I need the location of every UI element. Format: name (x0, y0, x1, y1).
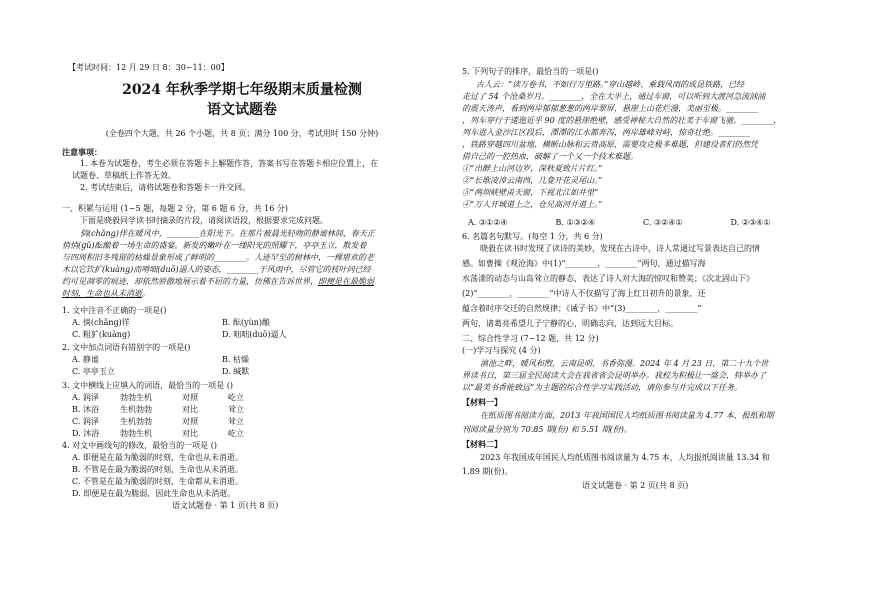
section-2-heading: 二、综合性学习 (7~12 题，共 12 分) (462, 334, 599, 343)
option-cell: 耸立 (228, 417, 244, 426)
q6-line-4: (2)“________，________”中诗人不仅描写了海上红日初升的景象，还 (462, 289, 706, 298)
passage-line-6 (62, 288, 150, 300)
q5-passage-4: ，列车穿行于逶迤近乎 90 度的悬崖绝壁，感受神秘大自然的壮美于车窗飞驰。________， (462, 116, 782, 125)
sub1-line-1: 滇池之畔，暖风和煦，云南昆明，书香弥漫。2024 年 4 月 23 日，第二十九个世 (480, 359, 769, 368)
q5-passage-2: 走过了 54 个沧桑岁月。________，全在大半上，通过车窗，可以听到大渡河急流汹涌 (462, 92, 766, 101)
material-1-line-2: 刊阅读量分别为 70.85 期(份) 和 5.51 期(份)。 (462, 425, 632, 434)
q5-sentence-3: ③“两坝峡壁甬天窗，下视北江如井里” (462, 188, 599, 197)
passage-line-3: 与四周积旧冬残留的枯燥景象形成了鲜明的________。人迹罕至的树林中，一棵堪欢的老 (62, 253, 374, 262)
option-cell: 对照 (182, 393, 198, 402)
option-cell: 屹立 (228, 429, 244, 438)
q5-sentence-1: ①“出醉上山河边岁，深秋夏致片片红。” (462, 164, 603, 173)
option-d[interactable]: D. ②③④① (730, 218, 771, 227)
question-2-options-row1 (72, 354, 372, 366)
option-cell: 对比 (182, 405, 198, 414)
sub1-line-2: 界读书日，第三届全民阅读大会在我省省会昆明举办。我校为积极让一盛会，特举办了 (462, 371, 766, 380)
passage-line-5 (62, 276, 424, 288)
option-c[interactable]: C. 亭亭玉立 (72, 367, 115, 376)
question-1-options-row2 (72, 329, 372, 341)
option-cell: 对照 (182, 417, 198, 426)
section-1-intro: 下面是晓毅同学读书时摘录的片段，请阅读语段，根据要求完成问题。 (80, 216, 328, 225)
exam-info: (全卷四个大题，共 26 个小题，共 8 页；满分 100 分，考试用时 150 分钟) (105, 129, 379, 138)
option-d[interactable]: D. 即便是在最为脆弱，因此生命也从未消逝。 (72, 489, 236, 498)
question-2: 2. 文中加点词语有错别字的一项是() (62, 343, 191, 352)
underlined-sentence-part1: 即便是在最脆弱 (318, 277, 374, 286)
option-row[interactable] (72, 392, 292, 404)
option-b[interactable]: B. 不管是在最为脆弱的时刻，生命也从未消逝。 (72, 465, 243, 474)
notice-2: 2. 考试结束后，请将试题卷和答题卡一并交回。 (80, 183, 251, 192)
option-cell: 屹立 (228, 393, 244, 402)
notice-1: 1. 本卷为试题卷，考生必须在答题卡上解题作答，答案书写在答题卡相应位置上，在 (80, 159, 379, 168)
passage-end: 。 (142, 289, 150, 298)
option-a[interactable]: A. ③①②④ (468, 218, 508, 227)
option-row[interactable] (72, 416, 292, 428)
option-cell: 生机勃勃 (120, 405, 152, 414)
q5-passage-3: 的震天涛声，看到两岸郁郁葱葱的两岸翠屏，悬崖上山花烂漫，美丽至极。________ (462, 104, 758, 113)
passage-line-4: 木以它饮扩(kuàng)而啃咄(duō)逼人的姿态，________于风雨中，尽管它的枝叶同已经 (62, 265, 371, 274)
material-2-line-2: 1.89 期(份)。 (462, 467, 513, 476)
option-b[interactable]: B. 枯燥 (222, 355, 249, 364)
option-cell: B. 沐浴 (72, 405, 99, 414)
option-b[interactable]: B. 酝(yùn)酿 (222, 318, 271, 327)
option-cell: C. 润泽 (72, 417, 99, 426)
option-cell: 耸立 (228, 405, 244, 414)
passage-line-1: 倘(chǎng)佯在暖风中，________在阳光下。在那片被晨光轻吻的静谧林间，春天正 (80, 229, 375, 238)
option-row[interactable] (72, 404, 292, 416)
option-cell: A. 润泽 (72, 393, 99, 402)
q5-sentence-4: ④“万人开城道上之，仓兄高河并道上。” (462, 200, 603, 209)
option-cell: 勃勃生机 (120, 429, 152, 438)
option-cell: D. 沐浴 (72, 429, 100, 438)
option-c[interactable]: C. 粗犷(kuàng) (72, 330, 131, 339)
option-c[interactable]: C. 不管是在最为脆弱的时刻，生命都从未消逝。 (72, 477, 243, 486)
question-2-options-row2 (72, 366, 372, 378)
question-3: 3. 文中横线上应填入的词语，最恰当的一项是 () (62, 381, 233, 390)
question-4: 4. 对文中画线句的修改，最恰当的一项是 () (62, 441, 217, 450)
material-2-heading: 【材料二】 (462, 439, 502, 449)
exam-time: 【考试时间：12 月 29 日 8：30~11：00】 (68, 63, 229, 72)
q6-line-1: 晓毅在读书时发现了读诗的美妙，发现在古诗中，诗人常通过写景表达自己的情 (480, 244, 760, 253)
q6-line-5: 蕴含着时序交迁的自然规律；《诫子书》中“(3)________，________” (462, 304, 702, 313)
q6-line-6: 两句，诸葛亮希望儿子宁静的心，明确志向，达到远大目标。 (462, 319, 678, 328)
exam-title: 2024 年秋季学期七年级期末质量检测 (122, 82, 362, 98)
material-2-line-1: 2023 年我国成年国民人均纸质图书阅读量为 4.75 本，人均报纸阅读量 13.34 和 (480, 453, 770, 462)
subsection-1-heading: (一)学习与探究 (4 分) (462, 346, 541, 355)
option-a[interactable]: A. 静谧 (72, 355, 99, 364)
q5-passage-5: 列车进入金沙江区段后，潭潭的江水都奔泻，两岸雄峰对峙，惊奇壮绝。________ (462, 128, 750, 137)
question-5-options (468, 217, 818, 229)
q6-line-3: 水荡漾的动态与山岛耸立的静态，表达了诗人对大海的惊叹和赞美；《次北固山下》 (462, 274, 754, 283)
notice-1b: 试题卷、草稿纸上作答无效。 (72, 171, 176, 180)
question-1-options-row1 (72, 317, 372, 329)
sub1-line-3: 以“最美书香能致远”为主题的综合性学习实践活动，请你参与并完成以下任务。 (462, 383, 743, 392)
q5-sentence-2: ②“长歌凌漳云南西，几龛开花灵尾山。” (462, 176, 603, 185)
material-1-line-1: 在纸质图书阅读方面，2013 年我国国民人均纸质图书阅读量为 4.77 本，报纸和期 (480, 411, 774, 420)
notice-title: 注意事项： (62, 147, 102, 157)
q5-passage-7: 借自己的一腔热血，破解了一个又一个技术难题。 (462, 152, 638, 161)
q5-passage-6: ，铁路穿越四川盆地、横断山脉和云贵高原，需要攻克极多难题，但建设者们仍然凭 (462, 140, 758, 149)
option-a[interactable]: A. 即便是在最为脆弱的时刻，生命也从未消逝。 (72, 453, 243, 462)
page-footer-1: 语文试题卷 · 第 1 页(共 8 页) (172, 501, 279, 510)
option-c[interactable]: C. ③②④① (643, 218, 683, 227)
question-3-options (72, 392, 292, 440)
exam-subtitle: 语文试题卷 (207, 102, 277, 118)
option-d[interactable]: D. 咄咄(duō)逼人 (222, 330, 287, 339)
option-a[interactable]: A. 徜(chǎng)徉 (72, 318, 130, 327)
option-cell: 勃勃生机 (120, 393, 152, 402)
section-1-heading: 一、积累与运用 (1~5 题，每题 2 分，第 6 题 6 分，共 16 分) (62, 204, 289, 213)
passage-line-5-text: 约可见凋零的痕迹，却依然骄傲地展示着不屈的力量，仿佛在告诉世界， (62, 277, 318, 286)
option-cell: 生机勃勃 (120, 417, 152, 426)
q5-passage-1: 古人云：“读万卷书，不如行万里路。”穿山越岭、乘载风雨的成昆铁路，已经 (476, 80, 745, 89)
option-cell: 对比 (182, 429, 198, 438)
question-6: 6. 名篇名句默写。(每空 1 分，共 6 分) (462, 232, 603, 241)
q6-line-2: 感。如曹操《观沧海》中(1)“________，________”两句，通过描写海 (462, 259, 706, 268)
material-1-heading: 【材料一】 (462, 397, 502, 407)
page-footer-2: 语文试题卷 · 第 2 页(共 8 页) (582, 481, 689, 490)
passage-line-2: 悄悄(ɡǔ)酝酿着一场生命的盛宴。新发的嫩叶在一缕阳光的照耀下，亭亭玉立，散发着 (62, 241, 367, 250)
question-1: 1. 文中注音不正确的一项是() (62, 306, 167, 315)
option-row[interactable] (72, 428, 292, 440)
underlined-sentence-part2: 时刻，生命也从未消逝 (62, 289, 142, 298)
question-5: 5. 下列句子的排序，最恰当的一项是() (462, 67, 599, 76)
option-d[interactable]: D. 缄默 (222, 367, 250, 376)
option-b[interactable]: B. ①③②④ (555, 218, 596, 227)
